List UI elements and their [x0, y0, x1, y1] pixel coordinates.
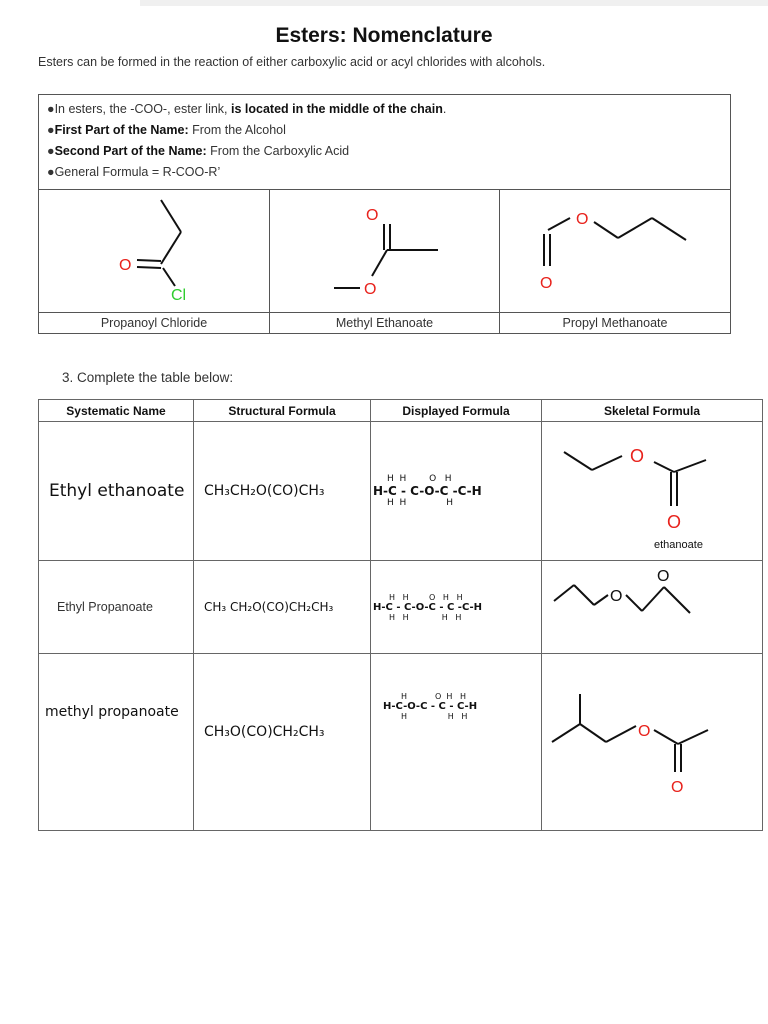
top-edge-bar [140, 0, 768, 6]
question-text: 3. Complete the table below: [62, 370, 234, 385]
displayed-formula-main: H-C - C-O-C -C-H [373, 484, 482, 498]
cell-structural [194, 422, 371, 561]
cell-skeletal [542, 422, 763, 561]
structural-formula: CH₃ CH₂O(CO)CH₂CH₃ [204, 600, 334, 614]
page-title: Esters: Nomenclature [275, 24, 493, 47]
oxygen-atom: O [364, 281, 377, 298]
oxygen-atom: O [671, 779, 684, 796]
oxygen-atom: O [576, 211, 589, 228]
cell-skeletal [542, 561, 763, 654]
skeletal-structure [542, 422, 761, 555]
oxygen-atom: O [540, 275, 553, 292]
cell-structural [194, 561, 371, 654]
header-skeletal-formula: Skeletal Formula [542, 400, 763, 422]
propyl-methanoate-structure [499, 189, 731, 313]
header-structural-formula: Structural Formula [194, 400, 371, 422]
structural-formula: CH₃O(CO)CH₂CH₃ [204, 724, 325, 740]
displayed-formula-bottom: H H H H [389, 612, 462, 622]
propanoyl-chloride-structure [38, 189, 270, 313]
cell-name [39, 422, 194, 561]
bullet-item: ●First Part of the Name: From the Alcohol [47, 123, 286, 137]
oxygen-atom: O [630, 446, 645, 466]
oxygen-atom: O [667, 512, 682, 532]
oxygen-atom: O [638, 723, 651, 740]
systematic-name: methyl propanoate [45, 704, 179, 720]
skeletal-structure [542, 654, 761, 825]
chlorine-atom: Cl [171, 287, 187, 304]
skeletal-note: ethanoate [654, 539, 703, 551]
caption-propanoyl-chloride: Propanoyl Chloride [38, 312, 270, 334]
systematic-name: Ethyl ethanoate [49, 481, 185, 501]
esters-table [38, 399, 763, 831]
bullet-item: ●General Formula = R-COO-R’ [47, 165, 221, 179]
displayed-formula-top: H H O H H [389, 592, 463, 602]
cell-name [39, 654, 194, 831]
displayed-formula-main: H-C-O-C - C - C-H [383, 701, 478, 712]
caption-methyl-ethanoate: Methyl Ethanoate [269, 312, 500, 334]
oxygen-atom: O [366, 207, 379, 224]
table-row [39, 654, 763, 831]
bullet-item: ●Second Part of the Name: From the Carboxylic Acid [47, 144, 350, 158]
header-systematic-name: Systematic Name [39, 400, 194, 422]
table-header-row [39, 400, 763, 422]
table-row [39, 422, 763, 561]
intro-text: Esters can be formed in the reaction of either carboxylic acid or acyl chlorides with alcohols. [38, 55, 546, 69]
oxygen-atom: O [610, 588, 623, 605]
header-displayed-formula: Displayed Formula [371, 400, 542, 422]
cell-structural [194, 654, 371, 831]
caption-propyl-methanoate: Propyl Methanoate [499, 312, 731, 334]
skeletal-structure [542, 561, 761, 648]
key-points-box [38, 94, 731, 190]
displayed-formula-bottom: H H H [401, 712, 468, 721]
cell-displayed [371, 561, 542, 654]
bullet-item: ●In esters, the -COO-, ester link, is located in the middle of the chain. [47, 102, 447, 116]
table-row [39, 561, 763, 654]
displayed-formula-main: H-C - C-O-C - C -C-H [373, 601, 483, 613]
displayed-formula-top: H O H H [401, 692, 467, 701]
oxygen-atom: O [657, 568, 670, 585]
displayed-formula-top: H H O H [387, 474, 452, 484]
systematic-name: Ethyl Propanoate [57, 600, 153, 614]
methyl-ethanoate-structure [269, 189, 500, 313]
cell-name [39, 561, 194, 654]
cell-skeletal [542, 654, 763, 831]
oxygen-atom: O [119, 257, 132, 274]
displayed-formula-bottom: H H H [387, 498, 454, 508]
cell-displayed [371, 654, 542, 831]
structural-formula: CH₃CH₂O(CO)CH₃ [204, 483, 325, 499]
cell-displayed [371, 422, 542, 561]
